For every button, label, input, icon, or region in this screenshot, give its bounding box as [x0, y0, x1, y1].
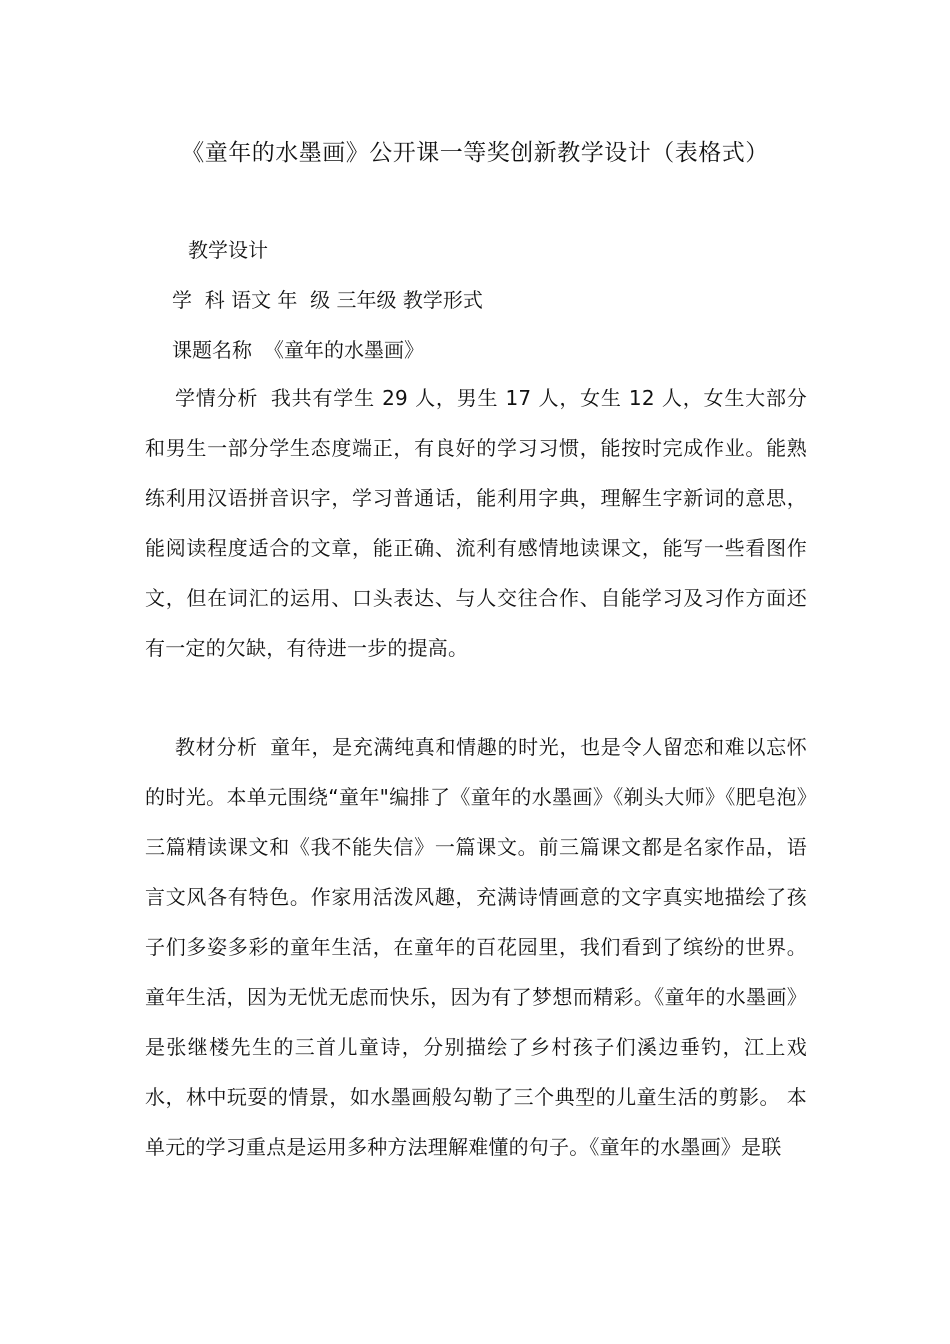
section-heading: 教学设计	[188, 238, 268, 262]
document-title: 《童年的水墨画》公开课一等奖创新教学设计（表格式）	[181, 140, 769, 166]
info-line: 学 科 语文 年 级 三年级 教学形式	[172, 288, 483, 312]
material-analysis-paragraph	[145, 722, 807, 1172]
student-analysis-text: 我共有学生 29 人，男生 17 人，女生 12 人，女生大部分和男生一部分学生态度端正，有良好的学习习惯，能按时完成作业。能熟练利用汉语拼音识字，学习普通话，能利用字典，理解生字新词的意思，能阅读程度适合的文章，能正确、流利有感情地读课文，能写一些看图作文，但在词汇的运用、口头表达、与人交往合作、自能学习及习作方面还有一定的欠缺，有待进一步的提高。	[145, 386, 807, 660]
material-analysis-text: 童年，是充满纯真和情趣的时光，也是令人留恋和难以忘怀的时光。本单元围绕“童年"编排了《童年的水墨画》《剃头大师》《肥皂泡》三篇精读课文和《我不能失信》一篇课文。前三篇课文都是名家作品，语言文风各有特色。作家用活泼风趣，充满诗情画意的文字真实地描绘了孩子们多姿多彩的童年生活，在童年的百花园里，我们看到了缤纷的世界。童年生活，因为无忧无虑而快乐，因为有了梦想而精彩。《童年的水墨画》是张继楼先生的三首儿童诗，分别描绘了乡村孩子们溪边垂钓，江上戏水，林中玩耍的情景，如水墨画般勾勒了三个典型的儿童生活的剪影。 本单元的学习重点是运用多种方法理解难懂的句子。《童年的水墨画》是联	[145, 735, 807, 1159]
student-analysis-paragraph	[145, 373, 807, 673]
student-analysis-label: 学情分析	[175, 386, 259, 410]
lesson-line	[172, 335, 424, 365]
lesson-value: 《童年的水墨画》	[264, 338, 424, 362]
lesson-label: 课题名称	[172, 338, 252, 362]
material-analysis-label: 教材分析	[175, 735, 258, 759]
